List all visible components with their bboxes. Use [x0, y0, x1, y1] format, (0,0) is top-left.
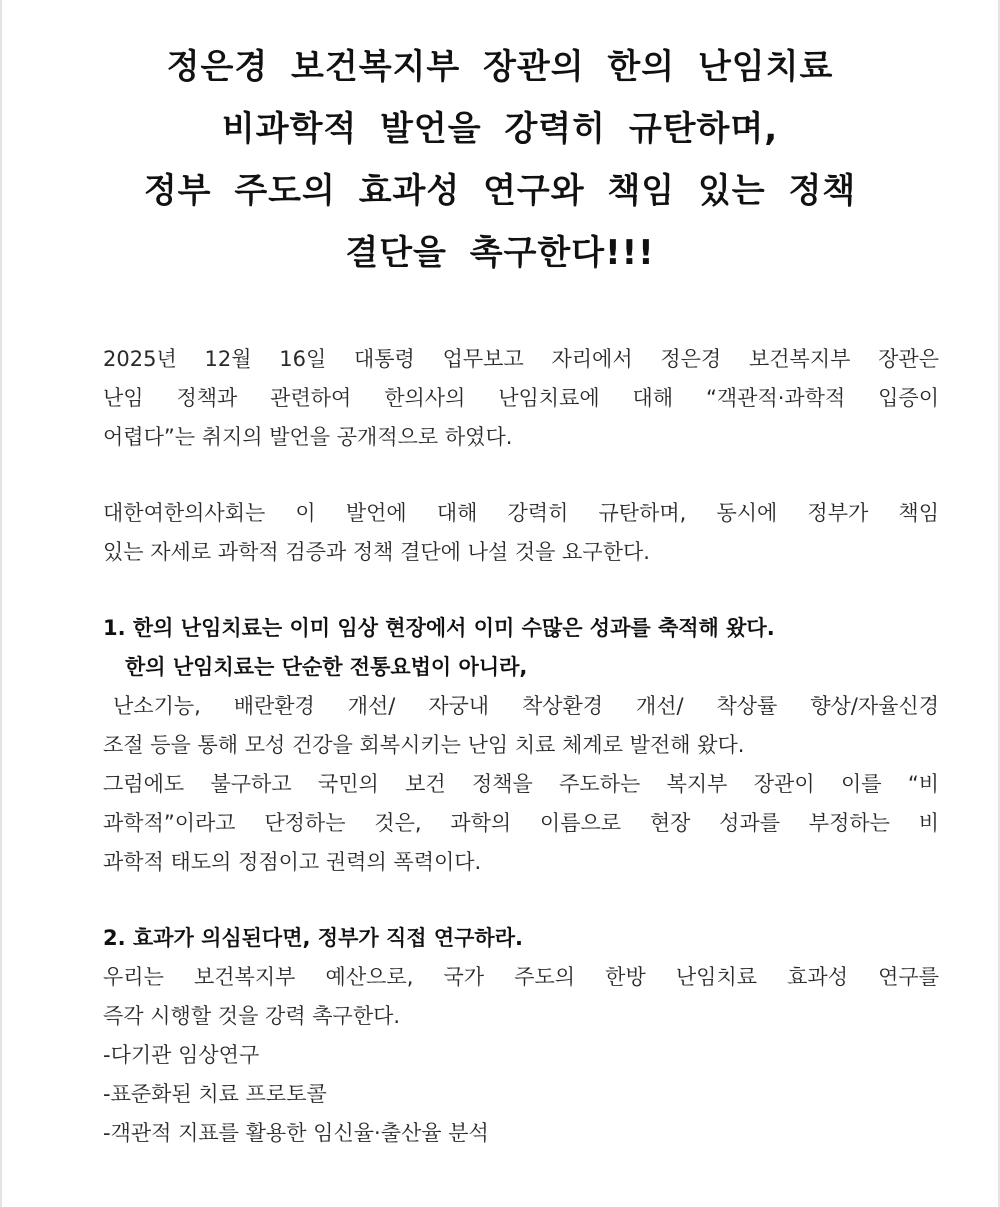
section-1-subheading: 한의 난임치료는 단순한 전통요법이 아니라, [125, 655, 528, 679]
intro-line-1: 2025년 12월 16일 대통령 업무보고 자리에서 정은경 보건복지부 장관은 [103, 347, 939, 371]
statement-line-2: 있는 자세로 과학적 검증과 정책 결단에 나설 것을 요구한다. [103, 540, 650, 564]
intro-line-3: 어렵다”는 취지의 발언을 공개적으로 하였다. [103, 425, 513, 449]
section-2-heading: 2. 효과가 의심된다면, 정부가 직접 연구하라. [103, 926, 523, 950]
section-1-line-4: 과학적”이라고 단정하는 것은, 과학의 이름으로 현장 성과를 부정하는 비 [103, 811, 939, 835]
list-item: -객관적 지표를 활용한 임신율·출산율 분석 [103, 1121, 489, 1145]
section-1-line-1: 난소기능, 배란환경 개선/ 자궁내 착상환경 개선/ 착상률 향상/자율신경 [113, 694, 939, 718]
section-1-line-3: 그럼에도 불구하고 국민의 보건 정책을 주도하는 복지부 장관이 이를 “비 [103, 772, 939, 796]
title-line-4: 결단을 촉구한다!!! [345, 233, 655, 273]
section-2 [103, 919, 939, 1153]
title-line-2: 비과학적 발언을 강력히 규탄하며, [221, 109, 779, 149]
title-line-1: 정은경 보건복지부 장관의 한의 난임치료 [166, 47, 834, 87]
intro-paragraph [103, 340, 939, 457]
intro-line-2: 난임 정책과 관련하여 한의사의 난임치료에 대해 “객관적·과학적 입증이 [103, 386, 939, 410]
section-2-line-1: 우리는 보건복지부 예산으로, 국가 주도의 한방 난임치료 효과성 연구를 [103, 965, 939, 989]
statement-paragraph [103, 494, 939, 572]
section-2-line-2: 즉각 시행할 것을 강력 촉구한다. [103, 1004, 401, 1028]
section-1-line-2: 조절 등을 통해 모성 건강을 회복시키는 난임 치료 체계로 발전해 왔다. [103, 733, 745, 757]
statement-line-1: 대한여한의사회는 이 발언에 대해 강력히 규탄하며, 동시에 정부가 책임 [103, 501, 939, 525]
section-1-line-5: 과학적 태도의 정점이고 권력의 폭력이다. [103, 850, 482, 874]
document-body [103, 340, 939, 1153]
section-1 [103, 609, 939, 882]
list-item: -표준화된 치료 프로토콜 [103, 1082, 327, 1106]
section-1-heading: 1. 한의 난임치료는 이미 임상 현장에서 이미 수많은 성과를 축적해 왔다. [103, 616, 775, 640]
document-title [0, 36, 1000, 284]
list-item: -다기관 임상연구 [103, 1043, 260, 1067]
title-line-3: 정부 주도의 효과성 연구와 책임 있는 정책 [143, 171, 857, 211]
